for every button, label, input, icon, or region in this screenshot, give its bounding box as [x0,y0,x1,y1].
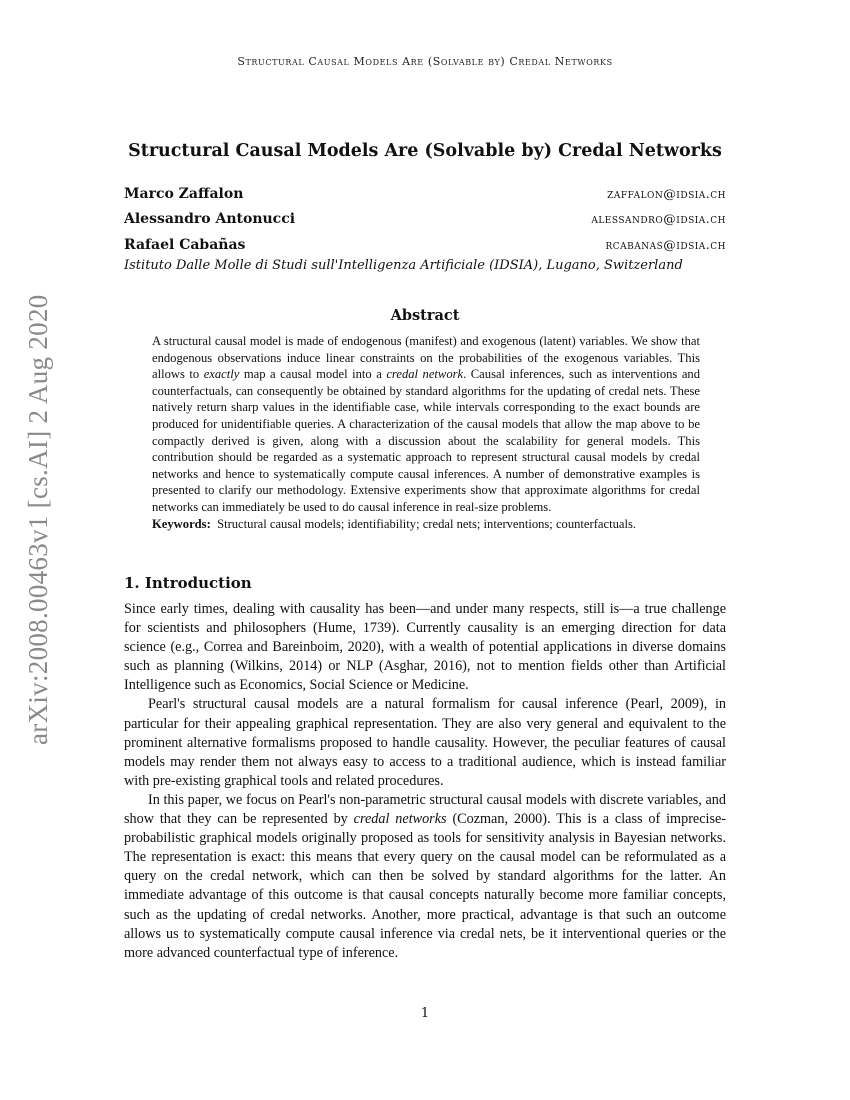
author-email: zaffalon@idsia.ch [607,186,726,201]
body-paragraph: Since early times, dealing with causality has been—and under many respects, still is—a true challenge for scientists and philosophers (Hume, 1739). Currently causality is an emerging direction for data science (e.g., Correa and Bareinboim, 2020), with a wealth of potential applications in diverse domains such as planning (Wilkins, 2014) or NLP (Asghar, 2016), not to mention fields other than Artificial Intelligence such as Economics, Social Science or Medicine. [124,601,726,694]
author-row [124,237,726,257]
body-paragraph [124,791,726,963]
page-number: 1 [420,1006,430,1021]
author-row [124,211,726,231]
running-head: Structural Causal Models Are (Solvable by) Credal Networks [237,55,613,68]
keywords-label: Keywords: [152,516,211,531]
keywords-line [152,516,700,533]
abstract-text: . Causal inferences, such as interventions and counterfactuals, can consequently be obtained by standard algorithms for the updating of credal nets. These natively return sharp values in the identifiable case, while intervals corresponding to the exact bounds are produced for unidentifiable queries. A characterization of the causal models that allow the map above to be compactly derived is given, along with a discussion about the scalability for general models. This contribution should be regarded as a systematic approach to represent structural causal models by credal networks and hence to systematically compute causal inferences. A number of demonstrative examples is presented to clarify our methodology. Extensive experiments show that approximate algorithms for credal networks can immediately be used to do causal inference in real-size problems. [152,367,701,514]
body-text: In this paper, we focus on Pearl's non-parametric structural causal models with discrete variables, and show that they can be represented by [124,791,726,828]
body-emphasis: credal networks [353,811,447,828]
author-email: rcabanas@idsia.ch [605,237,726,252]
abstract-heading: Abstract [390,307,460,324]
introduction-body [124,600,726,963]
body-paragraph: Pearl's structural causal models are a natural formalism for causal inference (Pearl, 2009), in particular for their appealing graphical representation. They are also very general and equivalent to the prominent alternative formalisms proposed to handle causality. However, the peculiar features of causal models may render them not always easy to access to a traditional audience, which is instead familiar with pre-existing graphical tools and related procedures. [124,696,726,789]
abstract-paragraph [152,333,700,516]
abstract-emphasis: credal network [386,367,464,382]
keywords-text: Structural causal models; identifiability; credal nets; interventions; counterfactuals. [217,516,637,531]
author-name: Alessandro Antonucci [124,211,296,227]
arxiv-identifier-stamp: arXiv:2008.00463v1 [cs.AI] 2 Aug 2020 [23,294,53,745]
paper-title: Structural Causal Models Are (Solvable by) Credal Networks [128,141,722,161]
author-row [124,186,726,206]
author-email: alessandro@idsia.ch [591,211,726,226]
abstract-text: A structural causal model is made of endogenous (manifest) and exogenous (latent) variables. We show that endogenous observations induce linear constraints on the probabilities of the exogenous variables. This allows to [152,334,700,382]
abstract-text: map a causal model into a [239,367,387,382]
abstract-body [152,333,700,532]
section-heading: 1. Introduction [124,574,252,592]
affiliation: Istituto Dalle Molle di Studi sull'Intelligenza Artificiale (IDSIA), Lugano, Switzerland [124,258,683,273]
author-name: Marco Zaffalon [124,186,244,202]
body-text: (Cozman, 2000). This is a class of imprecise-probabilistic graphical models originally proposed as tools for sensitivity analysis in Bayesian networks. The representation is exact: this means that every query on the causal model can be reformulated as a query on the credal network, which can then be solved by standard algorithms for the latter. An immediate advantage of this outcome is that causal concepts naturally become more familiar concepts, such as the updating of credal networks. Another, more practical, advantage is that such an outcome allows us to systematically compute causal inference via credal nets, be it interventional queries or the more advanced counterfactual type of inference. [124,811,726,961]
abstract-emphasis: exactly [203,367,240,382]
author-name: Rafael Cabañas [124,237,246,253]
